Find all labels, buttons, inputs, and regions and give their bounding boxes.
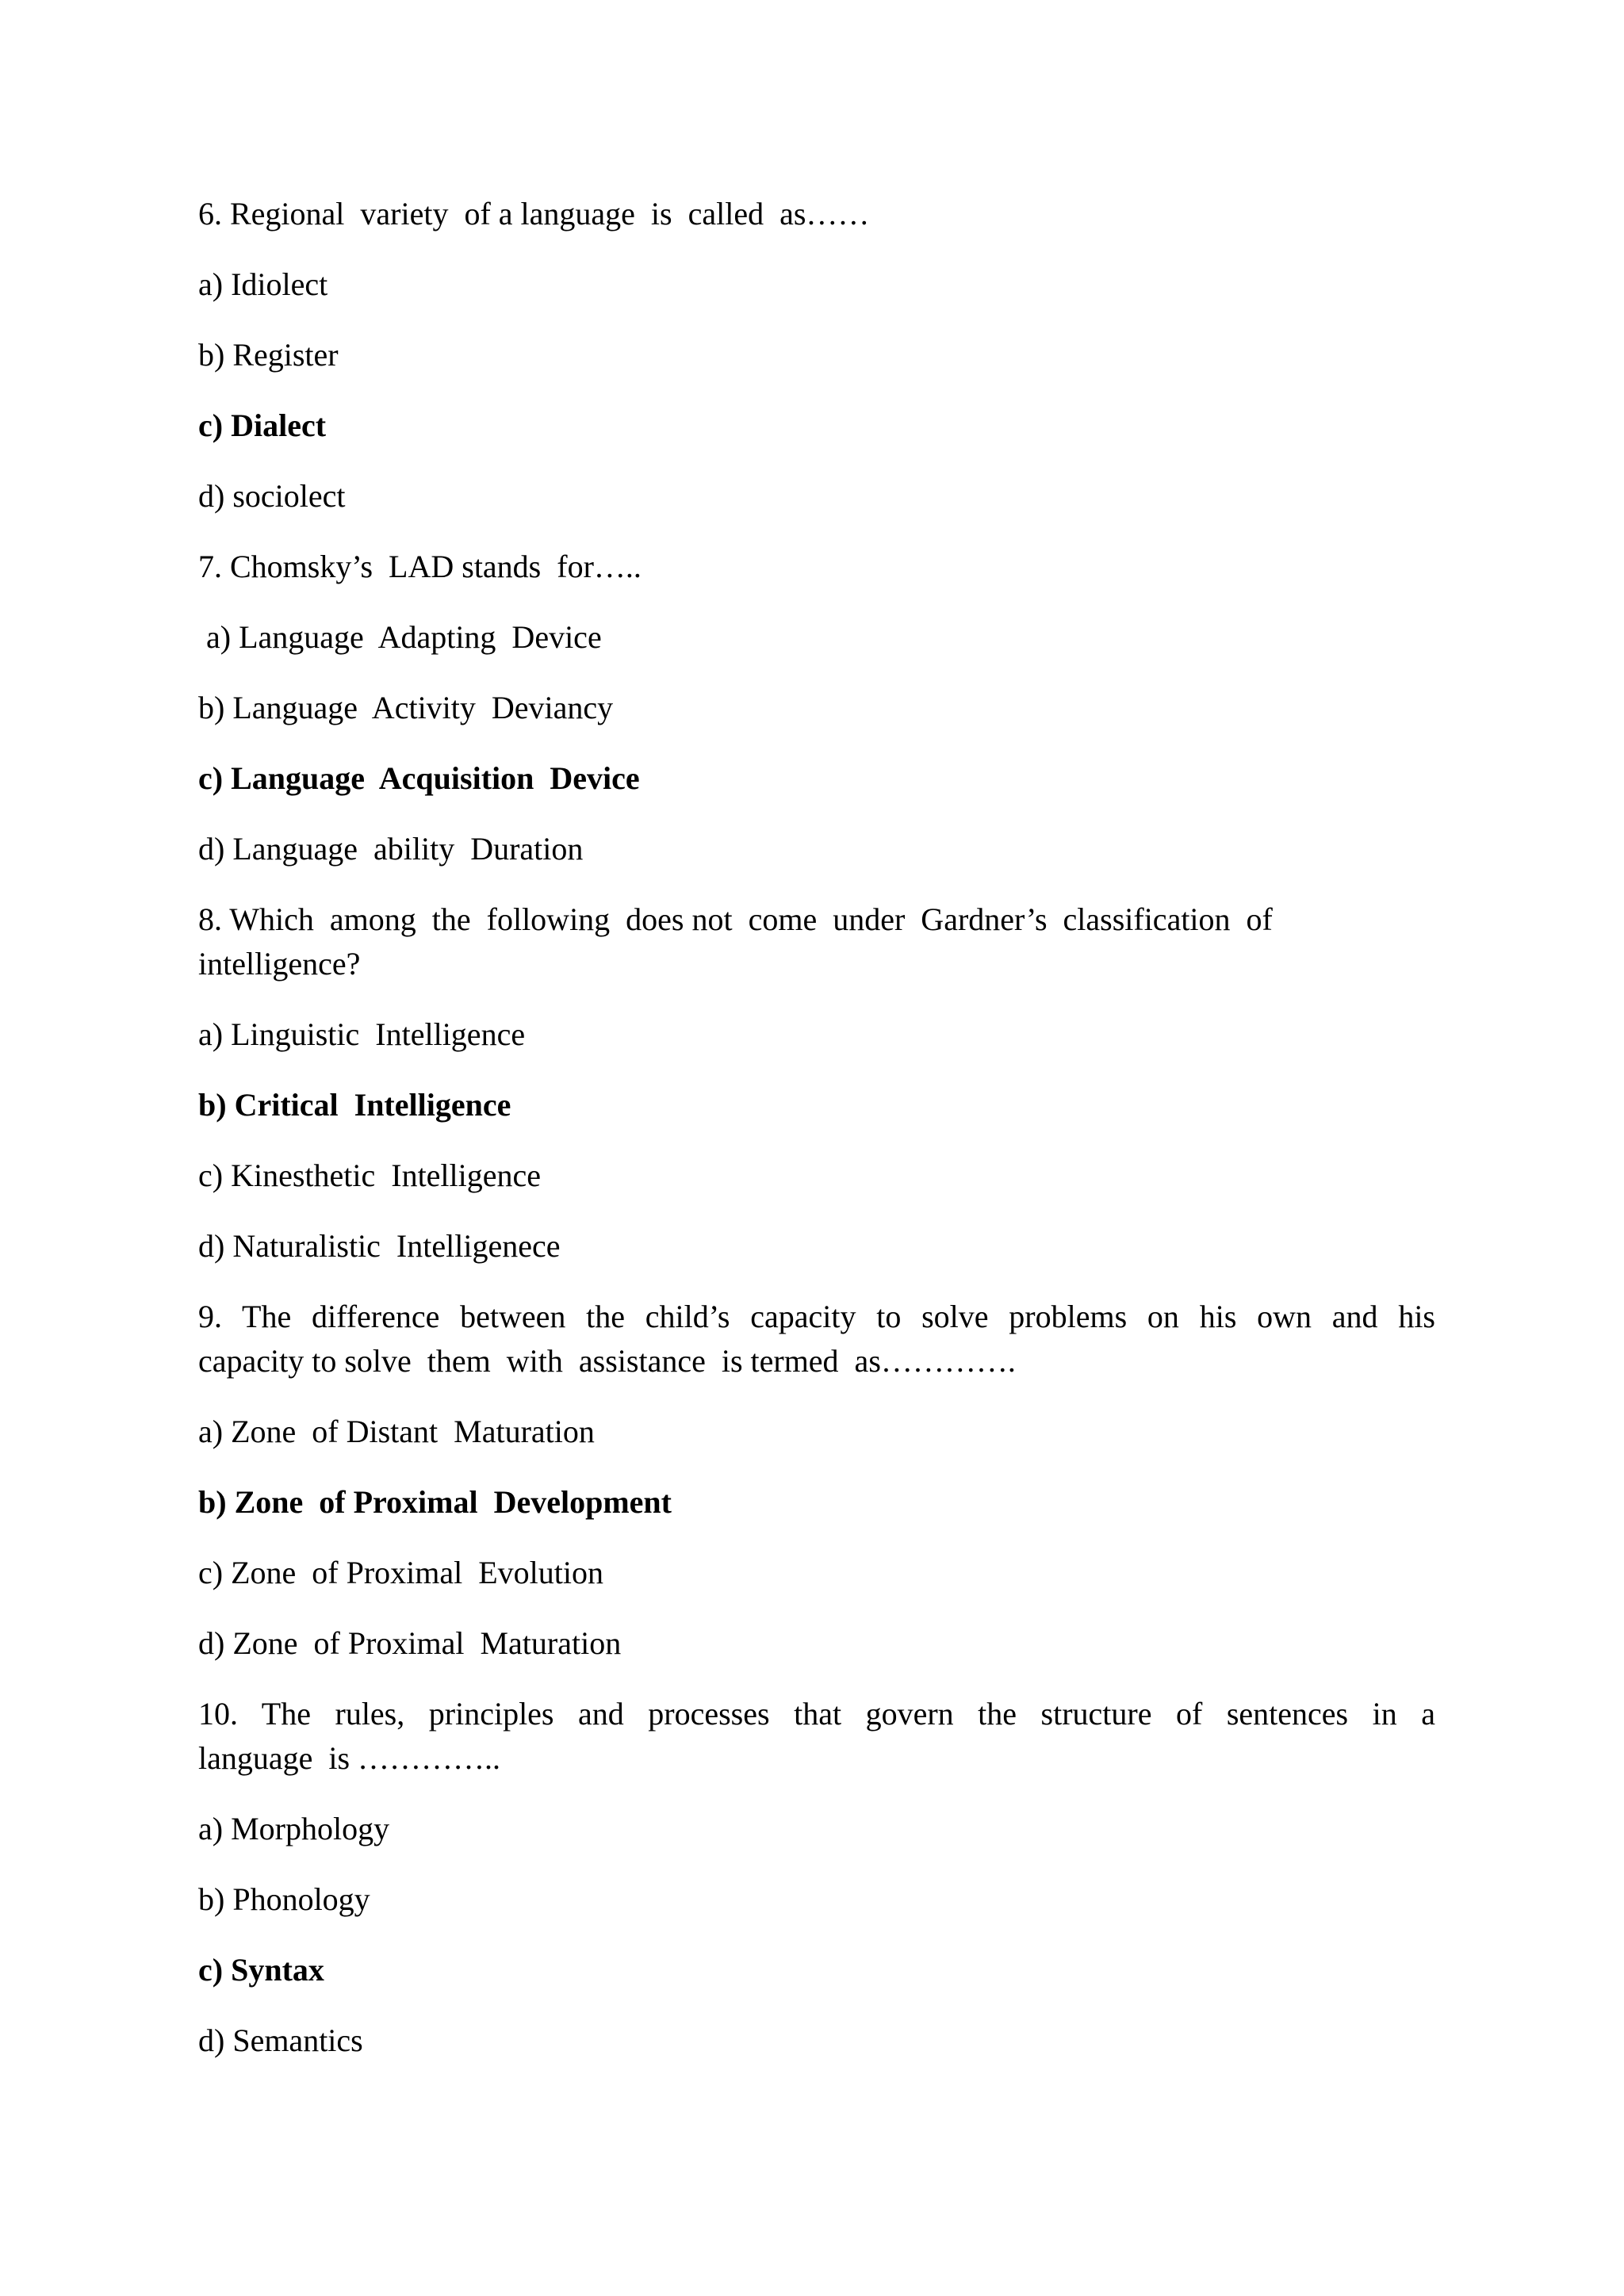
document-page xyxy=(198,192,1451,2063)
option-d: d) sociolect xyxy=(198,478,346,514)
option-a: a) Language Adapting Device xyxy=(198,619,602,655)
option-b: b) Register xyxy=(198,337,339,373)
option-b-answer: b) Zone of Proximal Development xyxy=(198,1484,672,1520)
option-c: c) Kinesthetic Intelligence xyxy=(198,1158,542,1193)
option-c-answer: c) Dialect xyxy=(198,408,327,443)
option-b: b) Language Activity Deviancy xyxy=(198,690,614,725)
option-c: c) Zone of Proximal Evolution xyxy=(198,1555,604,1590)
question-10 xyxy=(198,1692,1451,2063)
question-text: 8. Which among the following does not come under Gardner’s classification of intelligence? xyxy=(198,901,1281,982)
option-c-answer: c) Language Acquisition Device xyxy=(198,760,640,796)
option-d: d) Zone of Proximal Maturation xyxy=(198,1625,622,1661)
question-text: 6. Regional variety of a language is called as…… xyxy=(198,196,870,232)
option-b-answer: b) Critical Intelligence xyxy=(198,1087,511,1123)
option-a: a) Morphology xyxy=(198,1811,390,1846)
question-9 xyxy=(198,1295,1451,1692)
option-d: d) Semantics xyxy=(198,2022,363,2058)
question-text: 10. The rules, principles and processes that govern the structure of sentences in a language is ………….. xyxy=(198,1696,1451,1776)
option-a: a) Idiolect xyxy=(198,266,328,302)
option-a: a) Zone of Distant Maturation xyxy=(198,1414,595,1449)
question-text: 7. Chomsky’s LAD stands for….. xyxy=(198,549,642,584)
option-d: d) Language ability Duration xyxy=(198,831,584,867)
question-text: 9. The difference between the child’s capacity to solve problems on his own and his capacity to solve them with assistance is termed as…………. xyxy=(198,1299,1451,1379)
question-7 xyxy=(198,545,1435,897)
option-a: a) Linguistic Intelligence xyxy=(198,1016,526,1052)
option-c-answer: c) Syntax xyxy=(198,1952,324,1988)
option-d: d) Naturalistic Intelligenece xyxy=(198,1228,561,1264)
option-b: b) Phonology xyxy=(198,1881,370,1917)
question-6 xyxy=(198,192,1435,545)
question-8 xyxy=(198,897,1435,1295)
